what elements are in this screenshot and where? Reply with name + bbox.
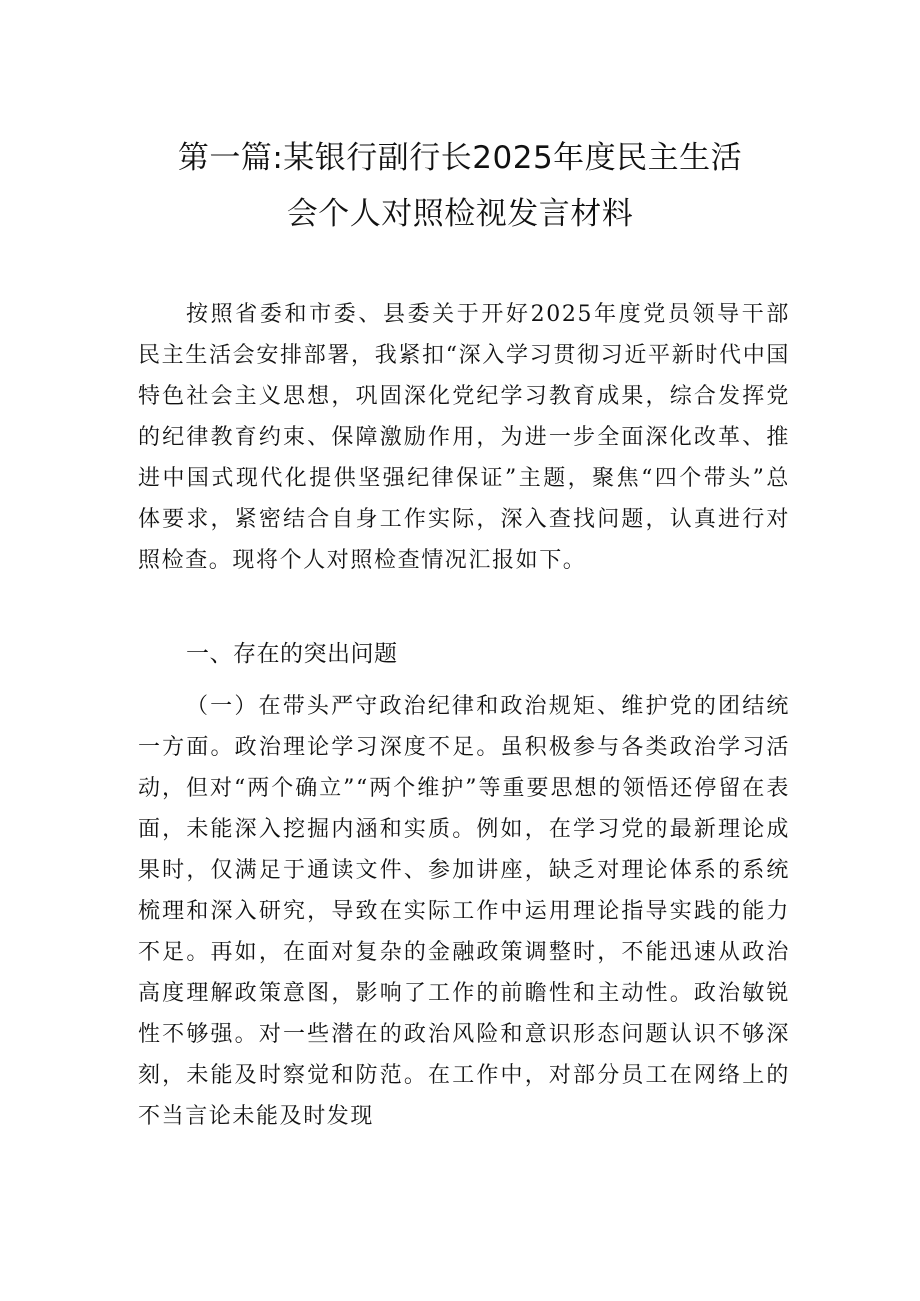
section-heading: 一、存在的突出问题	[186, 641, 398, 667]
document-title-line-1: 第一篇:某银行副行长2025年度民主生活	[177, 140, 743, 176]
document-title-line-2: 会个人对照检视发言材料	[286, 196, 634, 232]
intro-paragraph: 按照省委和市委、县委关于开好2025年度党员领导干部民主生活会安排部署，我紧扣“深入学习贯彻习近平新时代中国特色社会主义思想，巩固深化党纪学习教育成果，综合发挥党的纪律教育约束、保障激励作用，为进一步全面深化改革、推进中国式现代化提供坚强纪律保证”主题，聚焦“四个带头”总体要求，紧密结合自身工作实际，深入查找问题，认真进行对照检查。现将个人对照检查情况汇报如下。	[138, 302, 790, 573]
issue-paragraph: （一）在带头严守政治纪律和政治规矩、维护党的团结统一方面。政治理论学习深度不足。虽积极参与各类政治学习活动，但对“两个确立”“两个维护”等重要思想的领悟还停留在表面，未能深入挖掘内涵和实质。例如，在学习党的最新理论成果时，仅满足于通读文件、参加讲座，缺乏对理论体系的系统梳理和深入研究，导致在实际工作中运用理论指导实践的能力不足。再如，在面对复杂的金融政策调整时，不能迅速从政治高度理解政策意图，影响了工作的前瞻性和主动性。政治敏锐性不够强。对一些潜在的政治风险和意识形态问题认识不够深刻，未能及时察觉和防范。在工作中，对部分员工在网络上的不当言论未能及时发现	[138, 694, 790, 1129]
